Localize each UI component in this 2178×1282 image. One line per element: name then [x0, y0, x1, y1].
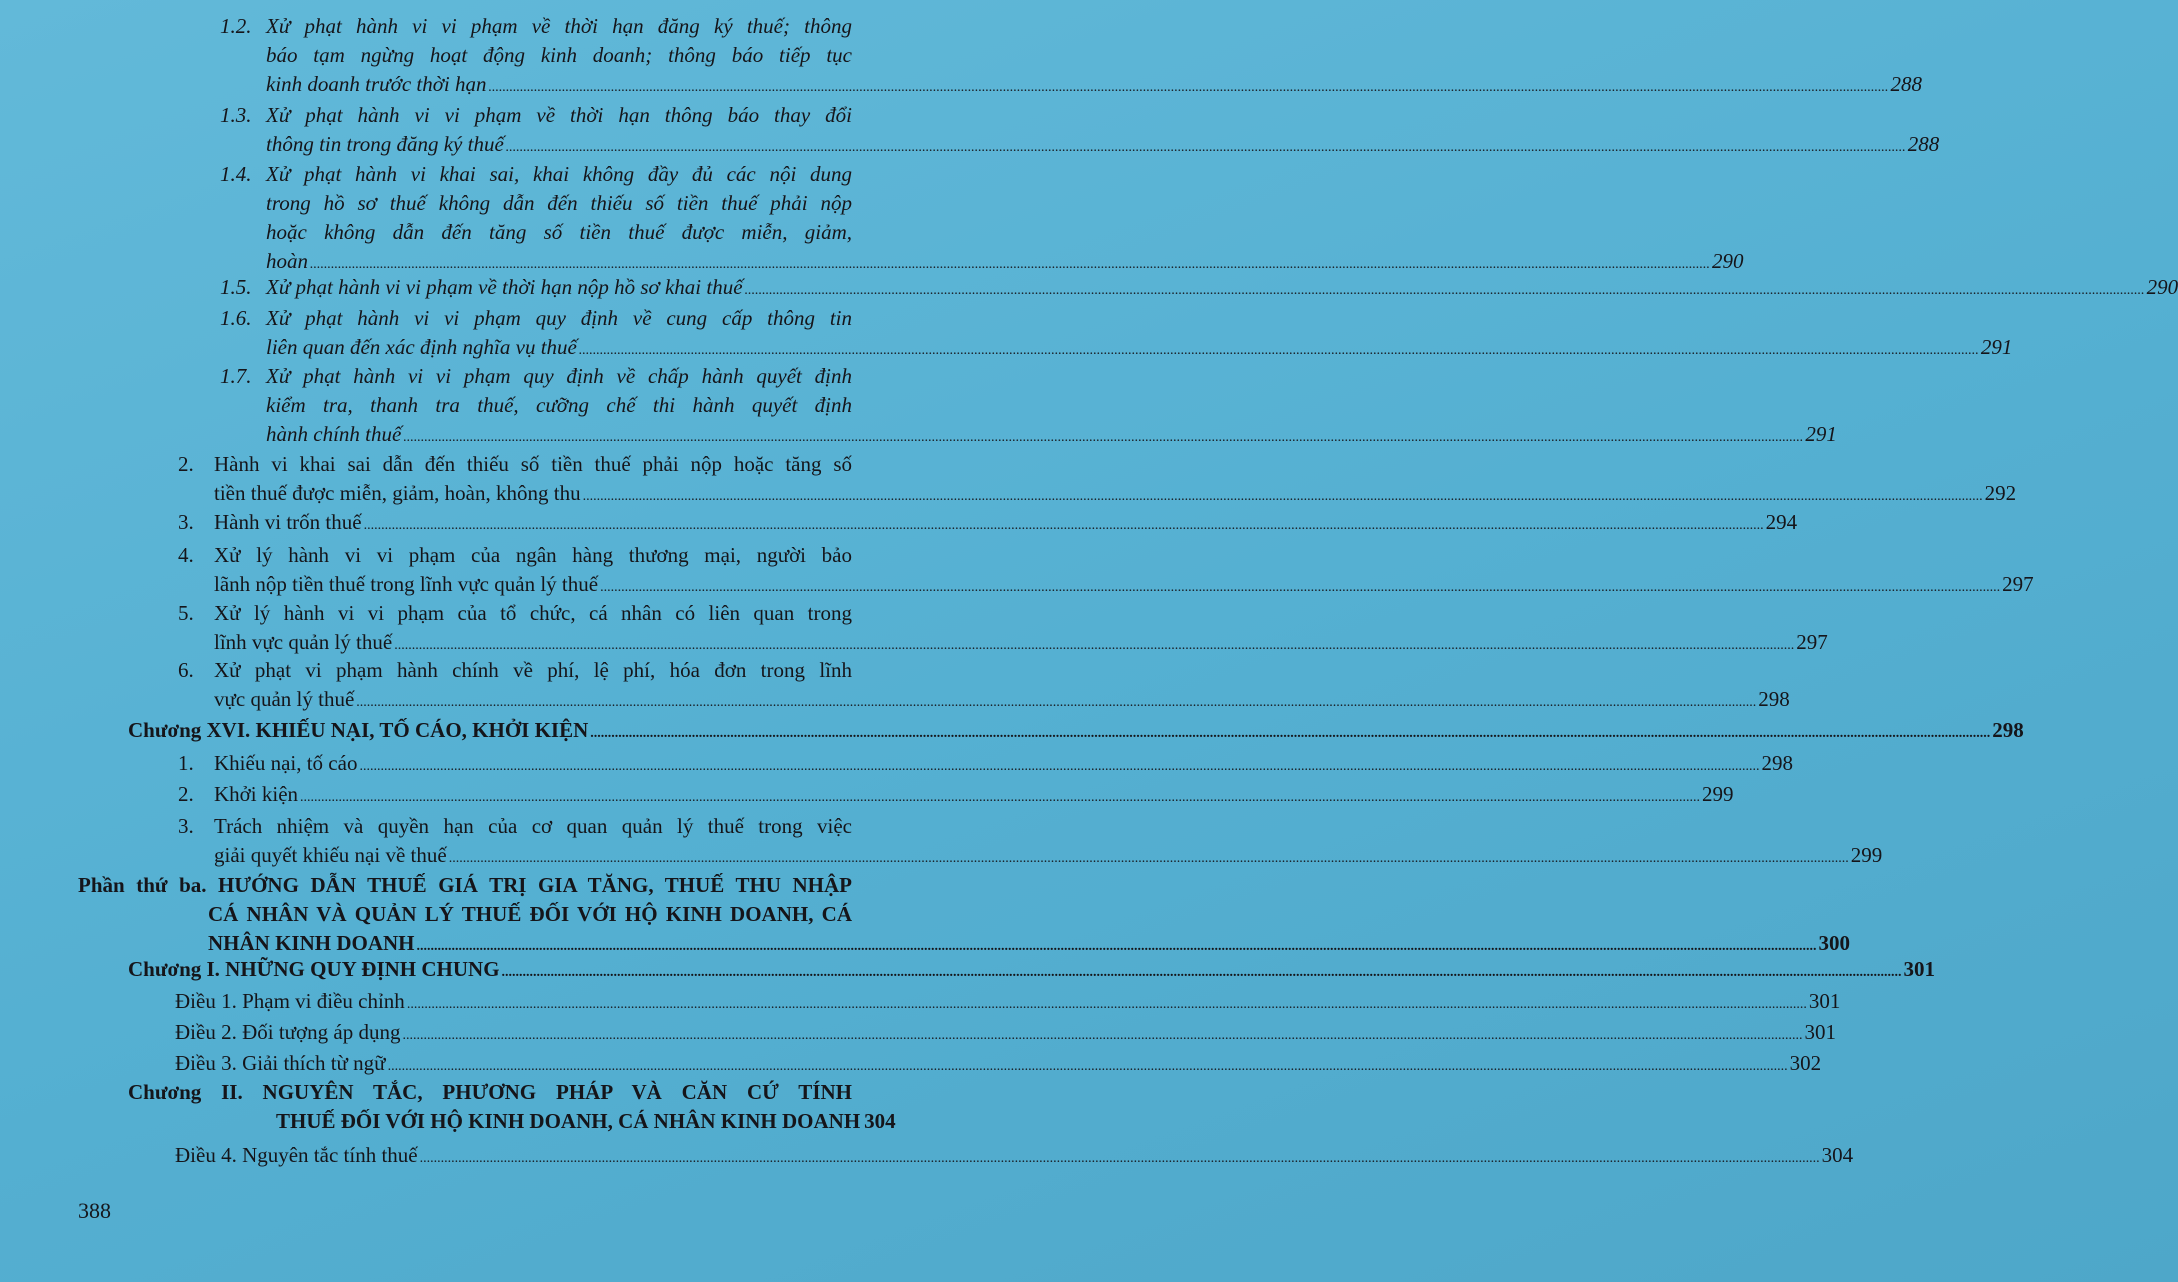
toc-entry-line: hoặc không dẫn đến tăng số tiền thuế được miễn, giảm,: [266, 220, 852, 244]
toc-entry-last-line: [214, 479, 2017, 511]
toc-entry-number: 2.: [178, 452, 194, 476]
dot-leader: ................................................................................................................................................................................................................................................................................................................................................................................................................: [416, 939, 1817, 954]
dot-leader: ................................................................................................................................................................................................................................................................................................................................................................................................................: [387, 1059, 1788, 1074]
toc-entry-title: Hành vi trốn thuế: [214, 510, 362, 534]
toc-entry-page: 299: [1850, 843, 1883, 867]
toc-entry-last-line: [175, 1141, 1854, 1173]
toc-entry-number: 1.6.: [220, 306, 252, 330]
toc-entry-page: 291: [1980, 335, 2013, 359]
toc-entry-title: Điều 2. Đối tượng áp dụng: [175, 1020, 401, 1044]
toc-entry-line: Xử phạt hành vi vi phạm về thời hạn thông báo thay đổi: [266, 103, 852, 127]
toc-entry-number: 6.: [178, 658, 194, 682]
toc-entry-page: 288: [1890, 72, 1923, 96]
toc-entry-title: Chương XVI. KHIẾU NẠI, TỐ CÁO, KHỞI KIỆN: [128, 718, 589, 742]
toc-entry-line: Xử phạt hành vi khai sai, khai không đầy đủ các nội dung: [266, 162, 852, 186]
toc-entry: [220, 273, 2178, 305]
toc-entry: [220, 160, 1744, 279]
toc-entry-page: 291: [1805, 422, 1837, 446]
toc-entry: [220, 362, 1837, 452]
toc-entry: [175, 1018, 1836, 1050]
toc-entry-last-line: [175, 1049, 1822, 1081]
toc-entry-line: Chương II. NGUYÊN TẮC, PHƯƠNG PHÁP VÀ CĂN CỨ TÍNH: [128, 1080, 852, 1104]
page-number: 388: [78, 1198, 111, 1223]
toc-entry-title: Điều 4. Nguyên tắc tính thuế: [175, 1143, 418, 1167]
toc-entry-number: 1.2.: [220, 14, 252, 38]
toc-entry: [175, 987, 1841, 1019]
toc-entry-page: 297: [2002, 572, 2034, 596]
toc-entry-page: 304: [1821, 1143, 1854, 1167]
toc-entry-page: 301: [1808, 989, 1841, 1013]
toc-entry-number: 3.: [178, 510, 194, 534]
toc-entry-last-line: [266, 273, 2178, 305]
toc-entry-line: Phần thứ ba. HƯỚNG DẪN THUẾ GIÁ TRỊ GIA TĂNG, THUẾ THU NHẬP: [78, 873, 852, 897]
dot-leader: ................................................................................................................................................................................................................................................................................................................................................................................................................: [578, 343, 1979, 358]
toc-entry-page: 292: [1984, 481, 2017, 505]
toc-entry-title: giải quyết khiếu nại về thuế: [214, 843, 447, 867]
toc-entry-title: Xử phạt hành vi vi phạm về thời hạn nộp hồ sơ khai thuế: [266, 275, 743, 299]
toc-entry-title: Khởi kiện: [214, 782, 299, 806]
toc-entry-title: NHÂN KINH DOANH: [208, 931, 415, 955]
toc-entry-number: 5.: [178, 601, 194, 625]
toc-entry-page: 302: [1789, 1051, 1822, 1075]
toc-entry-title: hành chính thuế: [266, 422, 402, 446]
toc-entry-last-line: [266, 70, 1923, 102]
toc-entry: [175, 1141, 1854, 1173]
toc-entry: [128, 716, 2024, 748]
toc-entry-title: Chương I. NHỮNG QUY ĐỊNH CHUNG: [128, 957, 500, 981]
dot-leader: ................................................................................................................................................................................................................................................................................................................................................................................................................: [744, 283, 2145, 298]
toc-entry-number: 2.: [178, 782, 194, 806]
toc-entry-title: tiền thuế được miễn, giảm, hoàn, không thu: [214, 481, 581, 505]
dot-leader: ................................................................................................................................................................................................................................................................................................................................................................................................................: [582, 489, 1983, 504]
toc-entry-last-line: [214, 570, 2034, 602]
toc-entry: [178, 749, 1793, 781]
toc-entry-page: 290: [2146, 275, 2178, 299]
toc-entry-page: 290: [1712, 249, 1744, 273]
toc-entry-last-line: [128, 716, 2024, 748]
toc-entry: [178, 541, 2034, 602]
dot-leader: ................................................................................................................................................................................................................................................................................................................................................................................................................: [448, 851, 1849, 866]
toc-entry: [128, 955, 1936, 987]
toc-entry-last-line: [175, 987, 1841, 1019]
toc-entry: [178, 508, 1798, 540]
toc-entry-page: 294: [1765, 510, 1798, 534]
toc-entry-last-line: [214, 841, 1883, 873]
toc-entry: [78, 871, 1851, 961]
toc-entry: [128, 1078, 896, 1139]
toc-entry-page: 299: [1702, 782, 1734, 806]
dot-leader: ................................................................................................................................................................................................................................................................................................................................................................................................................: [359, 759, 1760, 774]
toc-entry-number: 1.7.: [220, 364, 252, 388]
toc-entry-title: Điều 1. Phạm vi điều chỉnh: [175, 989, 405, 1013]
dot-leader: ................................................................................................................................................................................................................................................................................................................................................................................................................: [403, 430, 1804, 445]
toc-entry-number: 4.: [178, 543, 194, 567]
toc-entry-number: 3.: [178, 814, 194, 838]
toc-entry-last-line: [214, 508, 1798, 540]
toc-entry-number: 1.3.: [220, 103, 252, 127]
toc-entry-line: CÁ NHÂN VÀ QUẢN LÝ THUẾ ĐỐI VỚI HỘ KINH DOANH, CÁ: [208, 902, 852, 926]
toc-entry: [178, 599, 1828, 660]
toc-entry-last-line: [266, 420, 1837, 452]
dot-leader: ................................................................................................................................................................................................................................................................................................................................................................................................................: [488, 80, 1889, 95]
toc-entry-last-line: [266, 333, 2013, 365]
toc-entry-title: Điều 3. Giải thích từ ngữ: [175, 1051, 386, 1075]
toc-entry-last-line: [266, 130, 1940, 162]
toc-entry-page: 301: [1804, 1020, 1836, 1044]
toc-entry-line: Xử phạt hành vi vi phạm về thời hạn đăng ký thuế; thông: [266, 14, 852, 38]
dot-leader: ................................................................................................................................................................................................................................................................................................................................................................................................................: [394, 638, 1795, 653]
dot-leader: ................................................................................................................................................................................................................................................................................................................................................................................................................: [505, 140, 1906, 155]
toc-entry-line: Trách nhiệm và quyền hạn của cơ quan quản lý thuế trong việc: [214, 814, 852, 838]
toc-entry-line: kiểm tra, thanh tra thuế, cưỡng chế thi hành quyết định: [266, 393, 852, 417]
dot-leader: ................................................................................................................................................................................................................................................................................................................................................................................................................: [356, 695, 1757, 710]
toc-entry-last-line: [175, 1018, 1836, 1050]
toc-entry-title: THUẾ ĐỐI VỚI HỘ KINH DOANH, CÁ NHÂN KINH DOANH: [276, 1109, 861, 1133]
dot-leader: ................................................................................................................................................................................................................................................................................................................................................................................................................: [402, 1028, 1803, 1043]
toc-entry: [178, 780, 1734, 812]
toc-entry-page: 304: [864, 1109, 896, 1133]
toc-entry-title: hoàn: [266, 249, 308, 273]
toc-entry: [178, 450, 2017, 511]
toc-entry-page: 298: [1992, 718, 2024, 742]
toc-entry-title: lãnh nộp tiền thuế trong lĩnh vực quản lý thuế: [214, 572, 599, 596]
toc-entry-last-line: [128, 1107, 896, 1139]
toc-entry-last-line: [128, 955, 1936, 987]
dot-leader: ................................................................................................................................................................................................................................................................................................................................................................................................................: [300, 790, 1701, 805]
dot-leader: ................................................................................................................................................................................................................................................................................................................................................................................................................: [590, 726, 1991, 741]
toc-entry-number: 1.: [178, 751, 194, 775]
dot-leader: ................................................................................................................................................................................................................................................................................................................................................................................................................: [363, 518, 1764, 533]
toc-entry-page: 288: [1907, 132, 1940, 156]
toc-entry-line: Hành vi khai sai dẫn đến thiếu số tiền thuế phải nộp hoặc tăng số: [214, 452, 852, 476]
toc-entry-line: Xử phạt hành vi vi phạm quy định về cung cấp thông tin: [266, 306, 852, 330]
toc-entry-title: kinh doanh trước thời hạn: [266, 72, 487, 96]
toc-entry-title: liên quan đến xác định nghĩa vụ thuế: [266, 335, 577, 359]
toc-entry-line: trong hồ sơ thuế không dẫn đến thiếu số tiền thuế phải nộp: [266, 191, 852, 215]
toc-entry-page: 298: [1758, 687, 1790, 711]
toc-entry-line: Xử lý hành vi vi phạm của tổ chức, cá nhân có liên quan trong: [214, 601, 852, 625]
toc-entry-last-line: [214, 685, 1790, 717]
toc-entry-line: Xử lý hành vi vi phạm của ngân hàng thương mại, người bảo: [214, 543, 852, 567]
toc-entry-title: Khiếu nại, tố cáo: [214, 751, 358, 775]
toc-entry: [178, 656, 1790, 717]
toc-entry-line: báo tạm ngừng hoạt động kinh doanh; thông báo tiếp tục: [266, 43, 852, 67]
toc-entry-page: 298: [1761, 751, 1793, 775]
toc-entry: [220, 101, 1940, 162]
toc-entry-title: vực quản lý thuế: [214, 687, 355, 711]
toc-entry-number: 1.5.: [220, 275, 252, 299]
toc-entry-page: 300: [1818, 931, 1851, 955]
dot-leader: ................................................................................................................................................................................................................................................................................................................................................................................................................: [501, 965, 1902, 980]
toc-entry-last-line: [214, 749, 1793, 781]
dot-leader: ................................................................................................................................................................................................................................................................................................................................................................................................................: [600, 580, 2001, 595]
toc-entry: [220, 12, 1923, 102]
toc-entry-number: 1.4.: [220, 162, 252, 186]
toc-entry: [175, 1049, 1822, 1081]
dot-leader: ................................................................................................................................................................................................................................................................................................................................................................................................................: [310, 257, 1710, 272]
dot-leader: ................................................................................................................................................................................................................................................................................................................................................................................................................: [419, 1151, 1820, 1166]
toc-entry-last-line: [214, 780, 1734, 812]
toc-entry-line: Xử phạt vi phạm hành chính về phí, lệ phí, hóa đơn trong lĩnh: [214, 658, 852, 682]
toc-entry-title: lĩnh vực quản lý thuế: [214, 630, 393, 654]
dot-leader: ................................................................................................................................................................................................................................................................................................................................................................................................................: [406, 997, 1807, 1012]
toc-entry: [220, 304, 2013, 365]
toc-entry-page: 297: [1796, 630, 1828, 654]
toc-entry-page: 301: [1903, 957, 1936, 981]
toc-entry-line: Xử phạt hành vi vi phạm quy định về chấp hành quyết định: [266, 364, 852, 388]
toc-entry: [178, 812, 1883, 873]
toc-entry-title: thông tin trong đăng ký thuế: [266, 132, 504, 156]
